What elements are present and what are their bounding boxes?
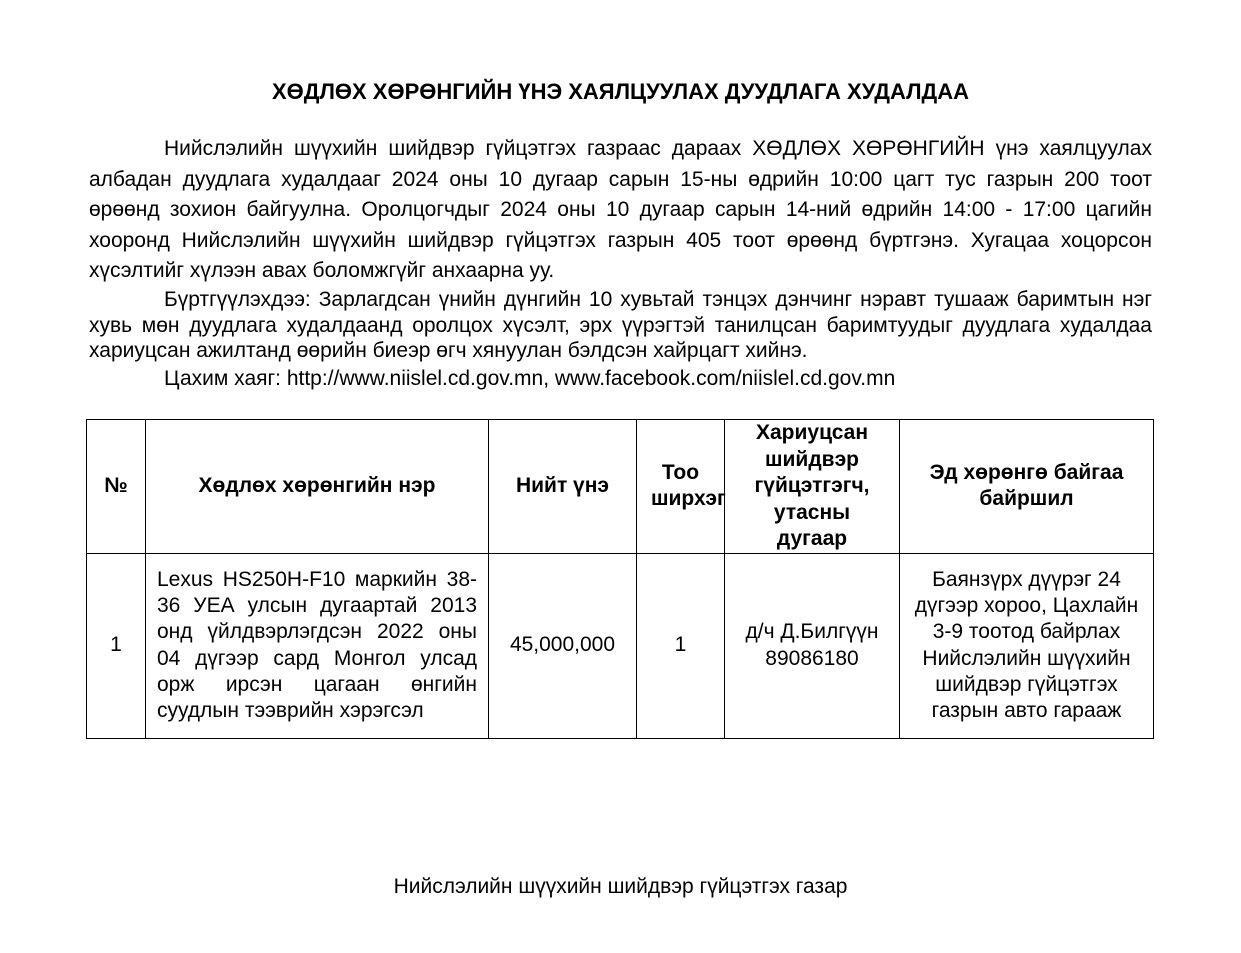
header-total-price: Нийт үнэ xyxy=(489,420,637,554)
row-location: Баянзүрх дүүрэг 24 дүгээр хороо, Цахлайн 3-9 тоотод байрлах Нийслэлийн шүүхийн шийдвэр гүйцэтгэх газрын авто гарааж xyxy=(900,553,1154,738)
auction-items-table xyxy=(86,419,1154,739)
header-officer: Хариуцсан шийдвэр гүйцэтгэгч, утасны дугаар xyxy=(725,420,900,554)
intro-paragraph: Нийслэлийн шүүхийн шийдвэр гүйцэтгэх газраас дараах ХӨДЛӨХ ХӨРӨНГИЙН үнэ хаялцуулах албадан дуудлага худалдааг 2024 оны 10 дугаар сарын 15-ны өдрийн 10:00 цагт тус газрын 200 тоот өрөөнд зохион байгуулна. Оролцогчдыг 2024 оны 10 дугаар сарын 14-ний өдрийн 14:00 - 17:00 цагийн хооронд Нийслэлийн шүүхийн шийдвэр гүйцэтгэх газрын 405 тоот өрөөнд бүртгэнэ. Хугацаа хоцорсон хүсэлтийг хүлээн авах боломжгүйг анхаарна уу. xyxy=(89,137,1152,282)
row-total-price: 45,000,000 xyxy=(489,553,637,738)
header-location: Эд хөрөнгө байгаа байршил xyxy=(900,420,1154,554)
table-header-row xyxy=(87,420,1154,554)
table-row xyxy=(87,553,1154,738)
header-asset-name: Хөдлөх хөрөнгийн нэр xyxy=(146,420,489,554)
registration-paragraph: Бүртгүүлэхдээ: Зарлагдсан үнийн дүнгийн 10 хувьтай тэнцэх дэнчинг нэравт тушааж баримтын нэг хувь мөн дуудлага худалдаанд оролцох хүсэлт, эрх үүрэгтэй танилцсан баримтуудыг дуудлага худалдаа хариуцсан ажилтанд өөрийн биеэр өгч хянуулан бэлдсэн хайрцагт хийнэ. xyxy=(89,288,1152,362)
website-paragraph: Цахим хаяг: http://www.niislel.cd.gov.mn, www.facebook.com/niislel.cd.gov.mn xyxy=(164,367,896,390)
document-title: ХӨДЛӨХ ХӨРӨНГИЙН ҮНЭ ХАЯЛЦУУЛАХ ДУУДЛАГА ХУДАЛДАА xyxy=(272,79,969,104)
header-quantity: Тоо ширхэг xyxy=(637,420,725,554)
row-quantity: 1 xyxy=(637,553,725,738)
row-number: 1 xyxy=(87,553,146,738)
header-number: № xyxy=(87,420,146,554)
row-officer: д/ч Д.Билгүүн 89086180 xyxy=(725,553,900,738)
footer-organization: Нийслэлийн шүүхийн шийдвэр гүйцэтгэх газар xyxy=(393,875,848,898)
row-asset-name: Lexus HS250H-F10 маркийн 38-36 УЕА улсын дугаартай 2013 онд үйлдвэрлэгдсэн 2022 оны 04 дүгээр сард Монгол улсад орж ирсэн цагаан өнгийн суудлын тээврийн хэрэгсэл xyxy=(146,553,489,738)
